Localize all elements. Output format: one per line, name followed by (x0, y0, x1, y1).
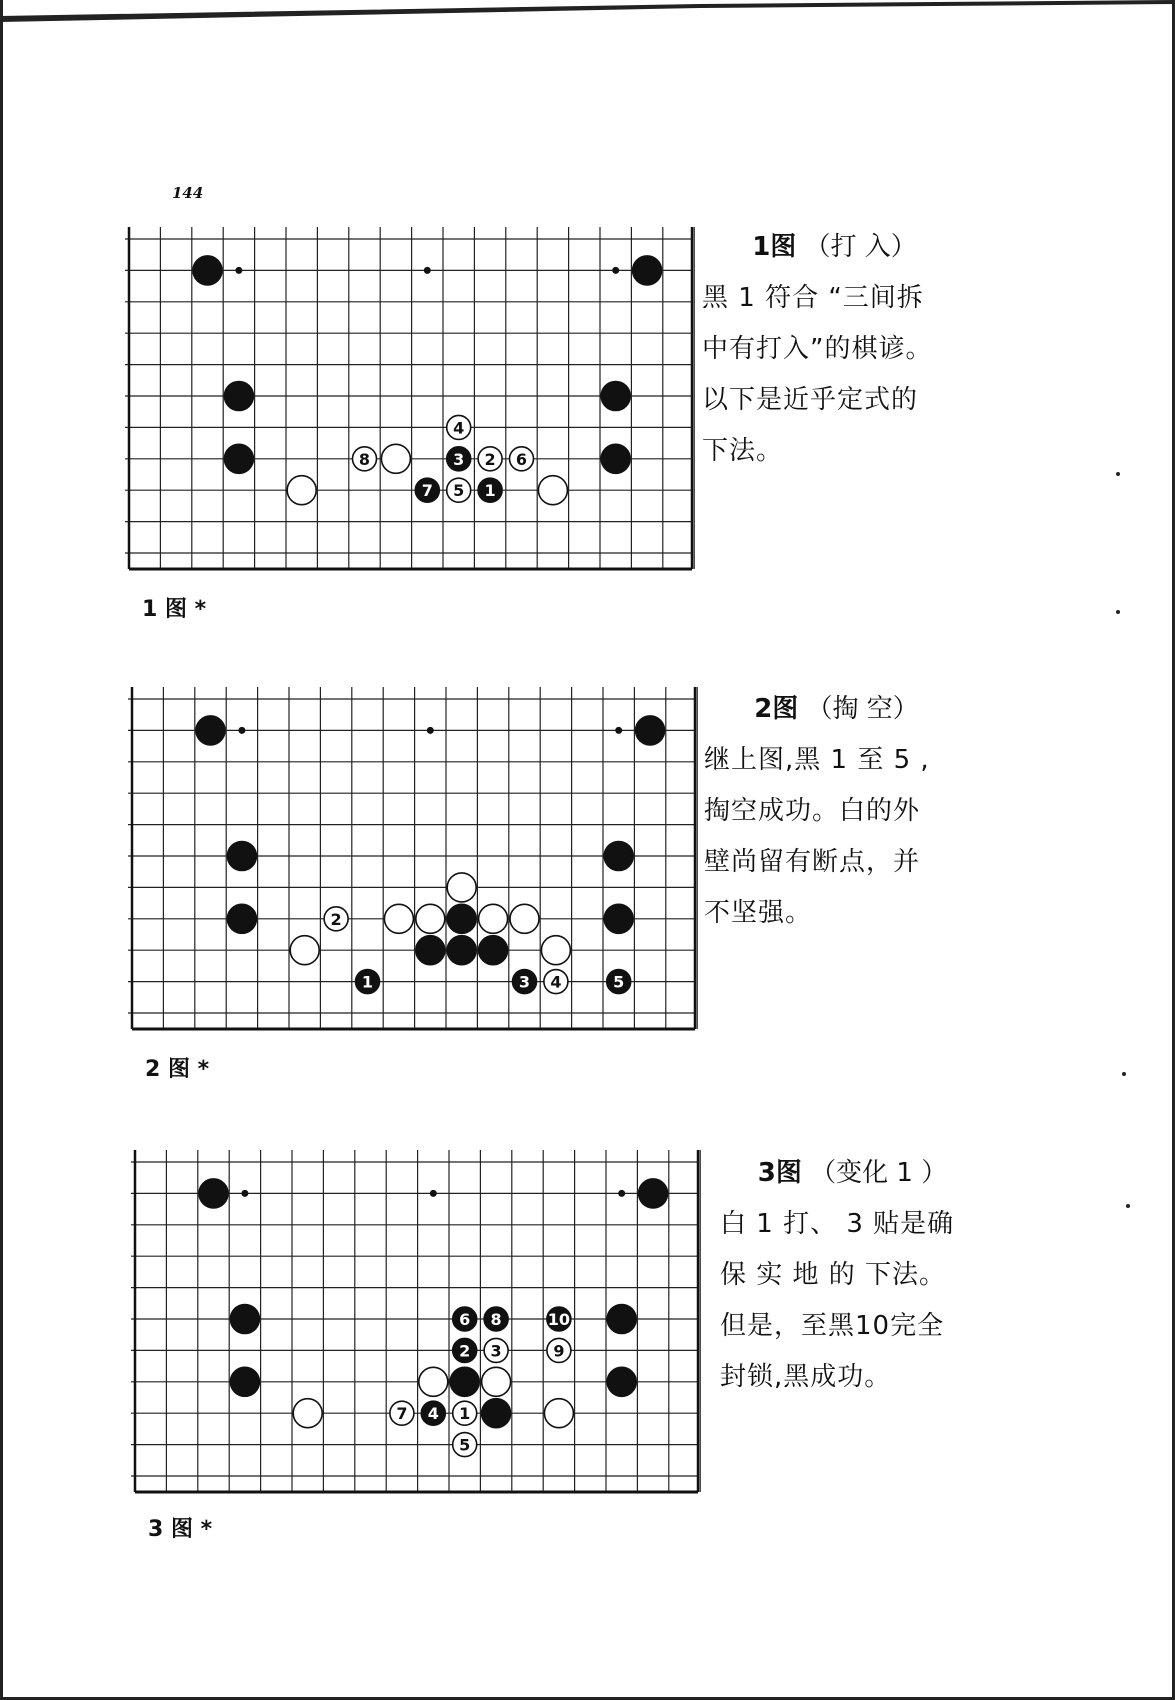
black-stone (639, 1179, 668, 1208)
move-number-label: 10 (547, 1310, 571, 1329)
diagram-text-block (720, 1148, 985, 1403)
star-point (612, 267, 619, 274)
star-point (424, 267, 431, 274)
black-stone (227, 904, 256, 933)
move-number-label: 1 (459, 1404, 471, 1424)
diagram-title (704, 684, 969, 735)
move-number-label: 3 (453, 449, 465, 469)
star-point (430, 1190, 437, 1197)
diagram-description: 黑 1 符合 “三间拆 中有打入”的棋谚。 以下是近乎定式的 下法。 (702, 283, 933, 466)
white-stone (547, 1338, 571, 1362)
black-stone (636, 716, 665, 745)
diagram-title-number: 2图 (754, 694, 799, 724)
black-stone (453, 1338, 477, 1362)
diagram-title-text: （打 入） (804, 232, 917, 262)
white-stone (479, 904, 508, 933)
stone-disc (381, 444, 410, 473)
stone-disc (510, 904, 539, 933)
stone-disc (227, 842, 256, 871)
black-stone (450, 1367, 479, 1396)
stone-disc (290, 936, 319, 965)
black-stone (513, 970, 537, 994)
white-stone (384, 904, 413, 933)
white-stone (381, 444, 410, 473)
star-point (238, 727, 245, 734)
move-number-label: 6 (459, 1310, 471, 1329)
black-stone (604, 842, 633, 871)
scan-speck (1116, 610, 1120, 614)
black-stone (193, 256, 222, 285)
stone-disc (287, 476, 316, 505)
stone-disc (639, 1179, 668, 1208)
white-stone (478, 447, 502, 471)
stone-disc (544, 1399, 573, 1428)
stone-disc (230, 1305, 259, 1334)
white-stone (484, 1338, 508, 1362)
black-stone (604, 904, 633, 933)
black-stone (224, 444, 253, 473)
stone-disc (416, 904, 445, 933)
diagram-caption: 2 图 * (145, 1057, 210, 1082)
black-stone (453, 1307, 477, 1331)
stone-disc (450, 1367, 479, 1396)
white-stone (482, 1367, 511, 1396)
stone-disc (538, 476, 567, 505)
move-number-label: 4 (453, 418, 465, 438)
diagram-title-number: 1图 (752, 232, 797, 262)
move-number-label: 5 (613, 972, 625, 992)
white-stone (447, 415, 471, 439)
black-stone (230, 1367, 259, 1396)
stone-disc (227, 904, 256, 933)
stone-disc (419, 1367, 448, 1396)
move-number-label: 2 (459, 1341, 471, 1361)
stone-disc (633, 256, 662, 285)
stone-disc (607, 1367, 636, 1396)
white-stone (287, 476, 316, 505)
move-number-label: 7 (396, 1404, 408, 1424)
move-number-label: 8 (490, 1310, 502, 1329)
white-stone (541, 936, 570, 965)
diagram-caption: 1 图 * (142, 597, 207, 622)
star-point (615, 727, 622, 734)
black-stone (447, 936, 476, 965)
move-number-label: 3 (518, 972, 531, 992)
white-stone (453, 1433, 477, 1457)
move-number-label: 2 (330, 909, 342, 929)
stone-disc (447, 873, 476, 902)
go-board-diagram-2 (131, 690, 697, 1032)
stone-disc (604, 842, 633, 871)
black-stone (196, 716, 225, 745)
black-stone (601, 382, 630, 411)
diagram-title (720, 1148, 985, 1199)
white-stone (538, 476, 567, 505)
black-stone (230, 1305, 259, 1334)
diagram-description: 继上图,黑 1 至 5 , 掏空成功。白的外 壁尚留有断点，并 不坚强。 (704, 745, 930, 928)
black-stone (607, 1367, 636, 1396)
stone-disc (541, 936, 570, 965)
white-stone (419, 1367, 448, 1396)
stone-disc (196, 716, 225, 745)
white-stone (353, 447, 377, 471)
stone-disc (416, 936, 445, 965)
move-number-label: 2 (484, 449, 496, 469)
diagram-text-block (704, 684, 969, 939)
stone-disc (230, 1367, 259, 1396)
diagram-title (702, 222, 967, 273)
white-stone (293, 1399, 322, 1428)
move-number-label: 5 (459, 1435, 471, 1455)
stone-disc (482, 1399, 511, 1428)
black-stone (633, 256, 662, 285)
diagram-title-number: 3图 (757, 1158, 802, 1188)
stone-disc (482, 1367, 511, 1396)
star-point (235, 267, 242, 274)
page-number: 144 (172, 184, 204, 202)
black-stone (415, 478, 439, 502)
black-stone (199, 1179, 228, 1208)
move-number-label: 4 (427, 1404, 439, 1424)
diagram-title-text: （掏 空） (806, 694, 919, 724)
black-stone (484, 1307, 508, 1331)
stone-disc (479, 904, 508, 933)
stone-disc (447, 936, 476, 965)
scan-speck (1122, 1072, 1126, 1076)
black-stone (607, 970, 631, 994)
stone-disc (384, 904, 413, 933)
black-stone (482, 1399, 511, 1428)
move-number-label: 5 (453, 481, 465, 501)
black-stone (547, 1307, 571, 1331)
white-stone (447, 873, 476, 902)
stone-disc (607, 1305, 636, 1334)
white-stone (544, 970, 568, 994)
move-number-label: 6 (515, 449, 528, 469)
diagram-description: 白 1 打、 3 贴是确 保 实 地 的 下法。 但是，至黑10完全 封锁,黑成功。 (720, 1209, 955, 1392)
scan-speck (1126, 1204, 1130, 1208)
stone-disc (601, 382, 630, 411)
move-number-label: 4 (550, 972, 562, 992)
stone-disc (601, 444, 630, 473)
diagram-text-block (702, 222, 967, 477)
stone-disc (199, 1179, 228, 1208)
move-number-label: 1 (361, 972, 374, 992)
black-stone (447, 447, 471, 471)
black-stone (224, 382, 253, 411)
go-board-diagram-3 (134, 1153, 700, 1495)
move-number-label: 8 (358, 449, 371, 469)
white-stone (447, 478, 471, 502)
white-stone (290, 936, 319, 965)
stone-disc (193, 256, 222, 285)
white-stone (510, 904, 539, 933)
diagram-caption: 3 图 * (148, 1517, 213, 1542)
top-rule (0, 0, 1175, 30)
stone-disc (224, 444, 253, 473)
go-board-diagram-1 (128, 230, 694, 572)
diagram-title-text: （变化 1 ） (810, 1158, 948, 1188)
stone-disc (447, 904, 476, 933)
black-stone (601, 444, 630, 473)
scan-speck (1116, 472, 1120, 476)
stone-disc (224, 382, 253, 411)
black-stone (607, 1305, 636, 1334)
white-stone (510, 447, 534, 471)
black-stone (227, 842, 256, 871)
black-stone (416, 936, 445, 965)
stone-disc (479, 936, 508, 965)
stone-disc (293, 1399, 322, 1428)
move-number-label: 9 (553, 1341, 565, 1361)
star-point (241, 1190, 248, 1197)
black-stone (447, 904, 476, 933)
white-stone (324, 907, 348, 931)
move-number-label: 1 (484, 481, 496, 501)
move-number-label: 7 (421, 481, 433, 501)
white-stone (390, 1401, 414, 1425)
black-stone (479, 936, 508, 965)
black-stone (421, 1401, 445, 1425)
white-stone (416, 904, 445, 933)
black-stone (356, 970, 380, 994)
black-stone (478, 478, 502, 502)
move-number-label: 3 (490, 1341, 502, 1361)
star-point (618, 1190, 625, 1197)
white-stone (453, 1401, 477, 1425)
star-point (427, 727, 434, 734)
stone-disc (636, 716, 665, 745)
stone-disc (604, 904, 633, 933)
white-stone (544, 1399, 573, 1428)
